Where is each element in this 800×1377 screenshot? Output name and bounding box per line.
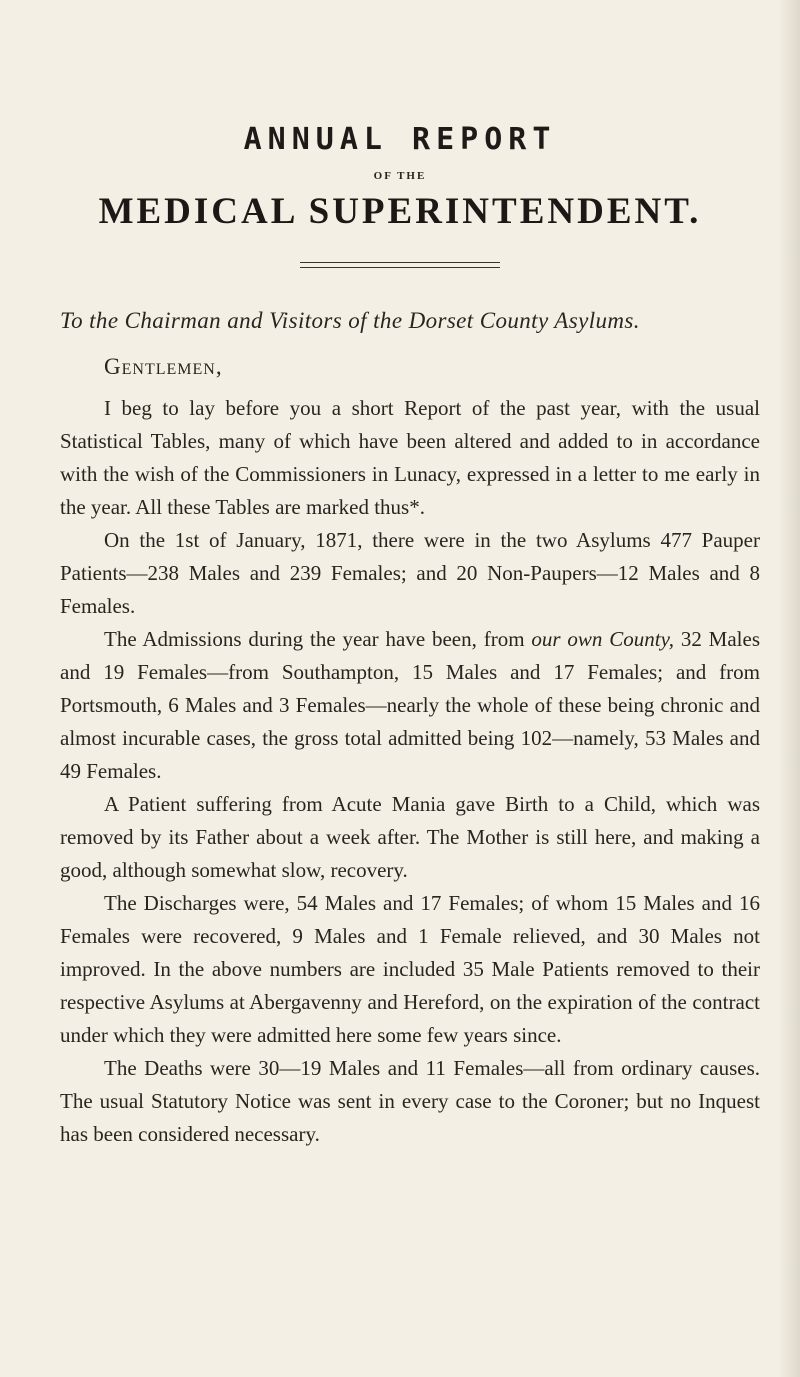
paragraph-discharges: The Discharges were, 54 Males and 17 Females; of whom 15 Males and 16 Females were recovered, 9 Males and 1 Female relieved, and 30 Males not improved. In the above numbers are included 35 Male Patients removed to their respective Asylums at Abergavenny and Hereford, on the expiration of the contract under which they were admitted here some few years since. (60, 891, 760, 1047)
salutation: Gentlemen, (104, 354, 223, 379)
admissions-italic: our own County, (531, 627, 674, 651)
report-title: ANNUAL REPORT (243, 122, 557, 157)
admissions-lead: The Admissions during the year have been, from (104, 627, 532, 651)
paragraph-intro: I beg to lay before you a short Report of the past year, with the usual Statistical Tables, many of which have been altered and added to in accordance with the wish of the Commissioners in Lunacy, expressed in a letter to me early in the year. All these Tables are marked thus*. (60, 396, 760, 519)
paragraph-birth: A Patient suffering from Acute Mania gave Birth to a Child, which was removed by its Father about a week after. The Mother is still here, and making a good, although somewhat slow, recovery. (60, 792, 760, 882)
admissions-rest: 32 Males and 19 Females—from Southampton, 15 Males and 17 Females; and from Portsmouth, 6 Males and 3 Females—nearly the whole of these being chronic and almost incurable cases, the gross total admitted being 102—namely, 53 Males and 49 Females. (60, 627, 761, 783)
report-main-title: MEDICAL SUPERINTENDENT. (98, 191, 702, 232)
paragraph-admissions (60, 623, 760, 788)
report-body (60, 392, 760, 1151)
paragraph-population: On the 1st of January, 1871, there were in the two Asylums 477 Pauper Patients—238 Males and 239 Females; and 20 Non-Paupers—12 Males and 8 Females. (60, 528, 760, 618)
report-title-connector: OF THE (373, 170, 427, 182)
address-line: To the Chairman and Visitors of the Dorset County Asylums. (60, 308, 640, 333)
paragraph-deaths: The Deaths were 30—19 Males and 11 Females—all from ordinary causes. The usual Statutory Notice was sent in every case to the Coroner; but no Inquest has been considered necessary. (60, 1056, 760, 1146)
title-double-rule (300, 262, 500, 268)
